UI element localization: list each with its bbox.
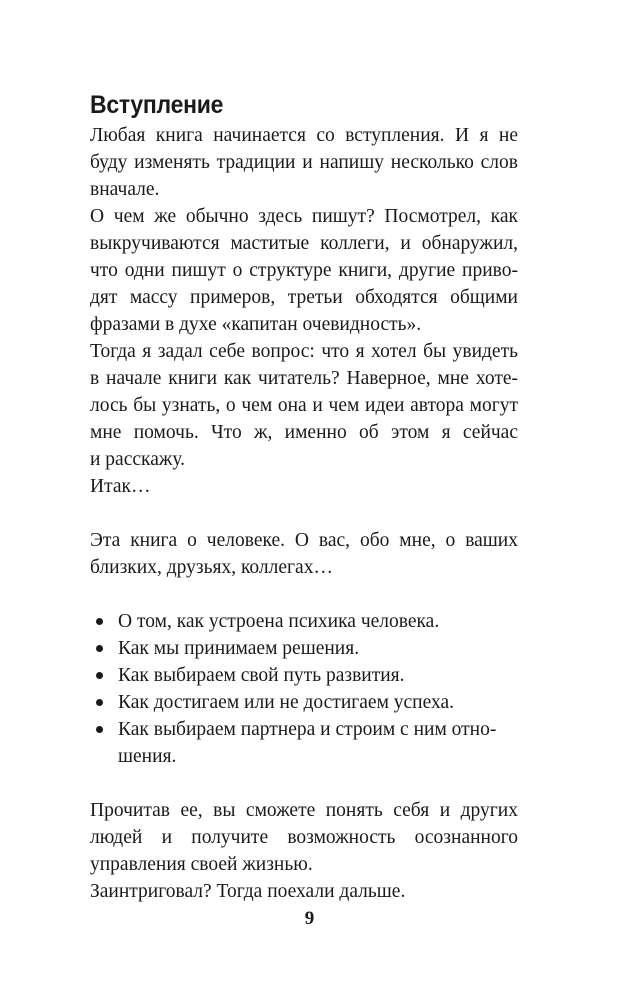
text-line: людей и получите возможность осознанного — [90, 827, 518, 848]
intro-paragraph-4 — [90, 473, 518, 500]
list-item — [90, 635, 518, 662]
list-item-text: Как достигаем или не достигаем успеха. — [118, 692, 455, 713]
closing-paragraph-2 — [90, 878, 518, 905]
list-item — [90, 689, 518, 716]
about-paragraph — [90, 527, 518, 581]
spacer — [90, 581, 518, 608]
page-body — [90, 88, 518, 905]
list-item — [90, 608, 518, 635]
list-item-text: О том, как устроена психика человека. — [118, 611, 440, 632]
list-item — [90, 716, 518, 770]
list-item-text: Как мы принимаем решения. — [118, 638, 360, 659]
intro-paragraph-3 — [90, 338, 518, 473]
bullet-icon — [96, 672, 103, 679]
text-line: что одни пишут о структуре книги, другие приво- — [90, 260, 518, 281]
text-line: Прочитав ее, вы сможете понять себя и других — [90, 800, 518, 821]
list-item — [90, 662, 518, 689]
text-line: лось бы узнать, о чем она и чем идеи автора могут — [90, 395, 518, 416]
text-line: Эта книга о человеке. О вас, обо мне, о ваших — [90, 530, 518, 551]
text-line: Любая книга начинается со вступления. И я не — [90, 125, 518, 146]
list-item-text: Как выбираем партнера и строим с ним отно- — [118, 719, 497, 740]
text-line: мне помочь. Что ж, именно об этом я сейчас — [90, 422, 518, 443]
text-line: выкручиваются маститые коллеги, и обнаружил, — [90, 233, 518, 254]
page-number: 9 — [304, 908, 315, 929]
text-line: фразами в духе «капитан очевидность». — [90, 314, 422, 335]
text-line: и расскажу. — [90, 449, 186, 470]
bullet-icon — [96, 618, 103, 625]
bullet-icon — [96, 645, 103, 652]
text-line: Тогда я задал себе вопрос: что я хотел бы увидеть — [90, 341, 518, 362]
chapter-heading: Вступление — [90, 91, 224, 119]
text-line: вначале. — [90, 179, 160, 200]
text-line: Итак… — [90, 476, 151, 497]
spacer — [90, 500, 518, 527]
spacer — [90, 770, 518, 797]
text-line: управления своей жизнью. — [90, 854, 313, 875]
text-line: дят массу примеров, третьи обходятся общими — [90, 287, 518, 308]
intro-paragraph-1 — [90, 122, 518, 203]
bullet-icon — [96, 726, 103, 733]
text-line: буду изменять традиции и напишу несколько слов — [90, 152, 518, 173]
topics-list — [90, 608, 518, 770]
text-line: близких, друзьях, коллегах… — [90, 557, 333, 578]
text-line: в начале книги как читатель? Наверное, мне хоте- — [90, 368, 518, 389]
text-line: Заинтриговал? Тогда поехали дальше. — [90, 881, 406, 902]
closing-paragraph-1 — [90, 797, 518, 878]
bullet-icon — [96, 699, 103, 706]
list-item-text: Как выбираем свой путь развития. — [118, 665, 405, 686]
text-line: О чем же обычно здесь пишут? Посмотрел, как — [90, 206, 518, 227]
list-item-text: шения. — [118, 746, 177, 767]
intro-paragraph-2 — [90, 203, 518, 338]
